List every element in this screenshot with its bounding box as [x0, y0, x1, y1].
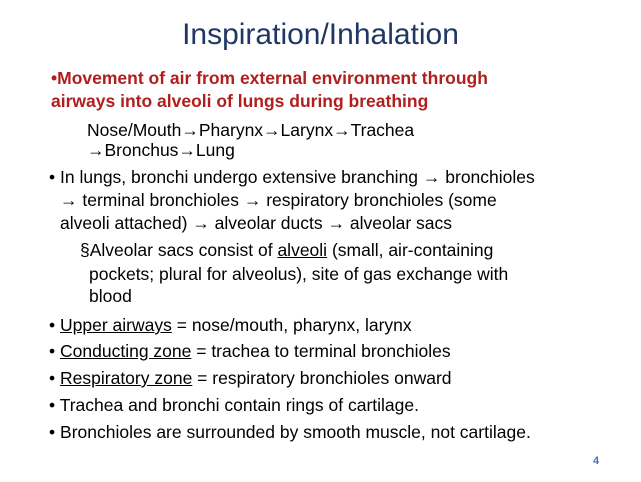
- conducting-zone-term: Conducting zone: [60, 341, 192, 361]
- bullet: •: [49, 315, 56, 335]
- conducting-zone-text: = trachea to terminal bronchioles: [191, 341, 451, 361]
- respiratory-zone-term: Respiratory zone: [60, 368, 193, 388]
- pathway-line-2: →Bronchus→Lung: [87, 140, 235, 160]
- alveolar-text-post: (small, air-containing: [327, 240, 494, 260]
- upper-airways-text: = nose/mouth, pharynx, larynx: [171, 315, 412, 335]
- bullet: •: [51, 68, 58, 88]
- pathway-line-1: Nose/Mouth→Pharynx→Larynx→Trachea: [87, 120, 415, 140]
- alveolar-line-3: blood: [89, 286, 132, 306]
- bullet: •: [49, 422, 56, 442]
- alveolar-line-2: pockets; plural for alveolus), site of gas exchange with: [89, 264, 509, 284]
- branching-text-1: In lungs, bronchi undergo extensive branching → bronchioles: [60, 167, 535, 187]
- conducting-zone-line: [49, 341, 451, 361]
- alveoli-term: alveoli: [277, 240, 328, 260]
- cartilage-line: [49, 395, 419, 415]
- definition-text-1: Movement of air from external environment through: [57, 68, 488, 88]
- definition-line-1: [51, 68, 488, 88]
- upper-airways-line: [49, 315, 412, 335]
- bullet: •: [49, 167, 56, 187]
- alveolar-line-1: [80, 240, 493, 260]
- bullet: •: [49, 395, 56, 415]
- upper-airways-term: Upper airways: [60, 315, 172, 335]
- smooth-muscle-line: [49, 422, 531, 442]
- alveolar-text-pre: Alveolar sacs consist of: [89, 240, 278, 260]
- branching-line-1: [49, 167, 535, 187]
- smooth-muscle-text: Bronchioles are surrounded by smooth muscle, not cartilage.: [60, 422, 531, 442]
- branching-line-3: alveoli attached) → alveolar ducts → alveolar sacs: [60, 213, 452, 233]
- definition-text-2: airways into alveoli of lungs during breathing: [51, 91, 429, 111]
- bullet: •: [49, 368, 56, 388]
- respiratory-zone-text: = respiratory bronchioles onward: [192, 368, 452, 388]
- branching-line-2: → terminal bronchioles → respiratory bronchioles (some: [60, 190, 497, 210]
- cartilage-text: Trachea and bronchi contain rings of cartilage.: [59, 395, 419, 415]
- bullet: •: [49, 341, 56, 361]
- page-number: 4: [593, 455, 600, 467]
- respiratory-zone-line: [49, 368, 452, 388]
- sub-bullet: §: [80, 240, 90, 260]
- slide-title: Inspiration/Inhalation: [182, 18, 459, 51]
